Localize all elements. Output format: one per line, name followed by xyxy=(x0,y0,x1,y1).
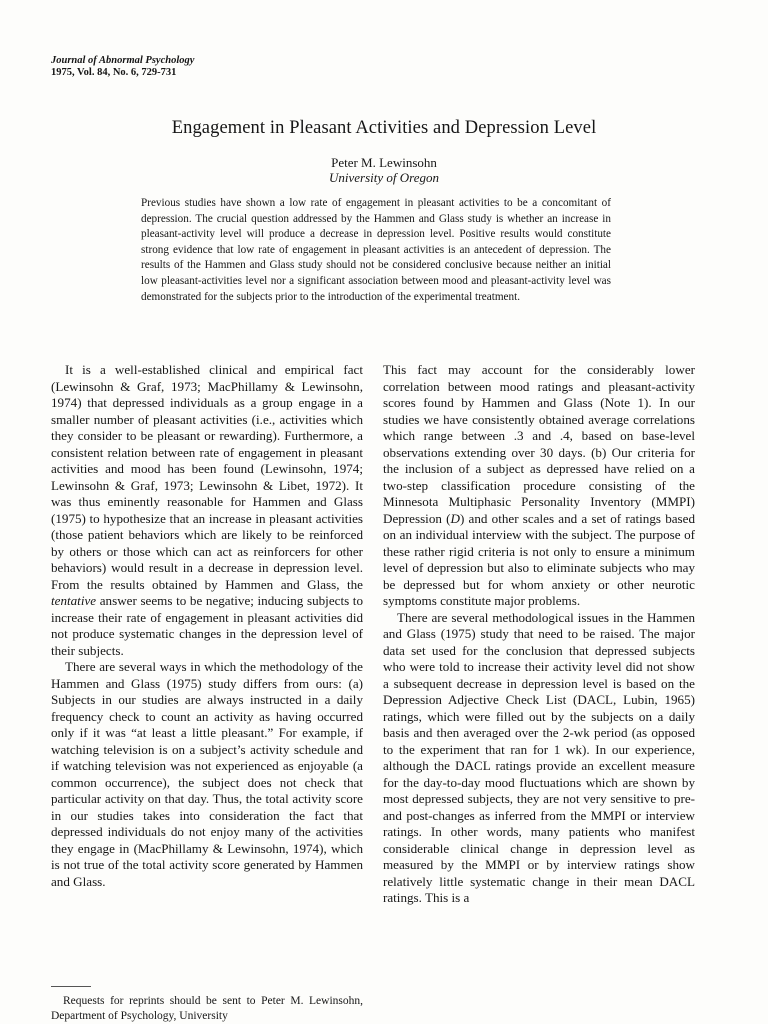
footnote: Requests for reprints should be sent to Peter M. Lewinsohn, Department of Psychology, University xyxy=(51,995,363,1022)
abstract: Previous studies have shown a low rate of engagement in pleasant activities to be a concomitant of depression. The crucial question addressed by the Hammen and Glass study is whether an increase in pleasant-activity level will produce a decrease in depression level. Positive results would constitute strong evidence that low rate of engagement in pleasant activities is an antecedent of depression. The results of the Hammen and Glass study should not be considered conclusive because neither an initial low pleasant-activities level nor a significant association between mood and pleasant-activity level was demonstrated for the subjects prior to the introduction of the experimental treatment. xyxy=(141,197,611,303)
right-paragraph-2: There are several methodological issues in the Hammen and Glass (1975) study that need to be raised. The major data set used for the conclusion that depressed subjects who were told to increase their activity level did not show a subsequent decrease in depression level is based on the Depression Adjective Check List (DACL, Lubin, 1965) ratings, which were filled out by the subjects on a daily basis and then averaged over the 2-wk period (as opposed to the experiment that ran for 1 wk). In our experience, although the DACL ratings provide an excellent measure for the day-to-day mood fluctuations which are shown by most depressed subjects, they are not very sensitive to pre- and post-changes as inferred from the MMPI or interview ratings. In other words, many patients who manifest considerable clinical change in depression level as measured by the MMPI or by interview ratings show relatively little systematic change in their mean DACL ratings. This is a xyxy=(383,609,695,905)
right-p1-text-b: ) and other scales and a set of ratings based on an individual interview with the subject. The purpose of these rather rigid criteria is not only to ensure a minimum level of depression but also to eliminate subjects who may be depressed but for whom anxiety or other neurotic symptoms constitute major problems. xyxy=(383,510,696,608)
author-affiliation: University of Oregon xyxy=(329,170,439,185)
journal-name: Journal of Abnormal Psychology xyxy=(51,55,195,66)
right-paragraph-1 xyxy=(383,362,695,610)
article-title: Engagement in Pleasant Activities and Depression Level xyxy=(171,118,597,138)
left-p1-emphasis: tentative xyxy=(51,593,97,608)
author-name: Peter M. Lewinsohn xyxy=(331,155,437,170)
journal-header xyxy=(51,55,194,79)
right-p1-text-a: This fact may account for the considerably lower correlation between mood ratings and pleasant-activity scores found by Hammen and Glass (Note 1). In our studies we have consistently obtained average correlations which range between .3 and .4, based on base-level observations extending over 30 days. (b) Our criteria for the inclusion of a subject as depressed have relied on a two-step classification procedure consisting of the Minnesota Multiphasic Personality Inventory (MMPI) Depression ( xyxy=(383,362,695,526)
left-column xyxy=(51,362,363,890)
left-p1-text-a: It is a well-established clinical and empirical fact (Lewinsohn & Graf, 1973; MacPhillamy & Lewinsohn, 1974) that depressed individuals as a group engage in a smaller number of pleasant activities (i.e., activities which they consider to be pleasant or rewarding). Furthermore, a consistent relation between rate of engagement in pleasant activities and mood has been found (Lewinsohn, 1974; Lewinsohn & Graf, 1973; Lewinsohn & Libet, 1972). It was thus eminently reasonable for Hammen and Glass (1975) to hypothesize that an increase in pleasant activities (those patient behaviors which are likely to be reinforced by others or those which can act as reinforcers for other behaviors) would result in a decrease in depression level. From the results obtained by Hammen and Glass, the xyxy=(51,362,363,592)
left-p1-text-b: answer seems to be negative; inducing subjects to increase their rate of engagement in pleasant activities did not produce systematic changes in the depression level of their subjects. xyxy=(51,593,363,658)
left-paragraph-1 xyxy=(51,362,363,659)
footnote-rule xyxy=(51,986,91,987)
right-column xyxy=(383,362,695,907)
author-block xyxy=(0,155,768,185)
journal-citation: 1975, Vol. 84, No. 6, 729-731 xyxy=(51,67,177,78)
right-p1-emphasis: D xyxy=(450,510,460,526)
left-paragraph-2: There are several ways in which the methodology of the Hammen and Glass (1975) study differs from ours: (a) Subjects in our studies are always instructed in a daily frequency check to count an activity as having occurred only if it was “at least a little pleasant.” For example, if watching television is on a subject’s activity schedule and if watching television was not experienced as enjoyable (a common occurrence), the subject does not check that particular activity on that day. Thus, the total activity score in our studies takes into consideration the fact that depressed individuals do not enjoy many of the activities they engage in (MacPhillamy & Lewinsohn, 1974), which is not true of the total activity score generated by Hammen and Glass. xyxy=(51,659,363,889)
